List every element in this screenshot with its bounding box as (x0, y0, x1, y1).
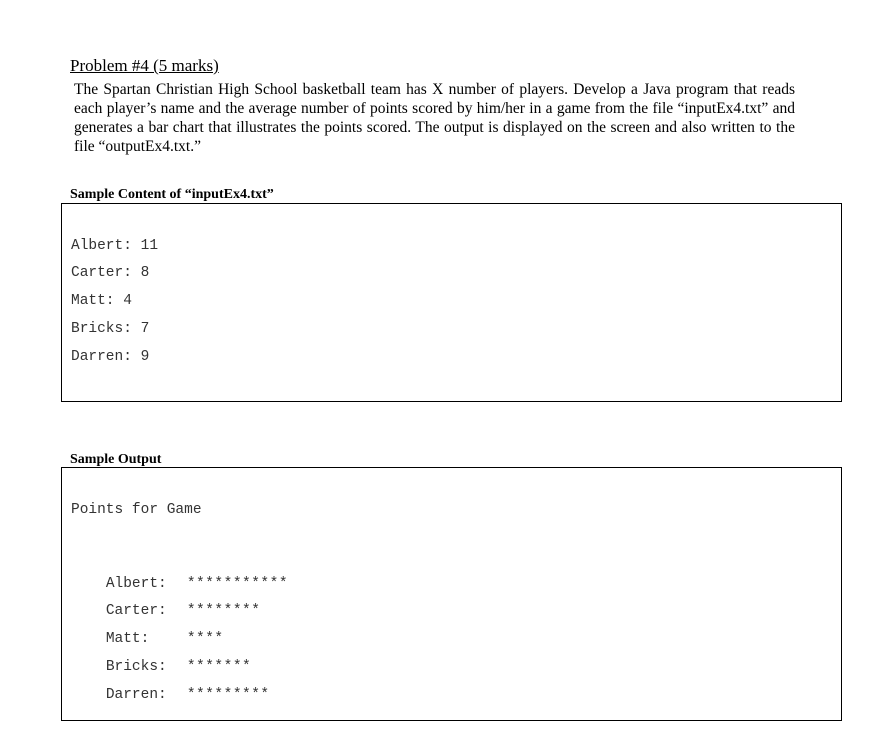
input-line: Darren: 9 (71, 349, 150, 365)
player-name: Carter: (105, 603, 167, 619)
input-line: Carter: 8 (71, 265, 150, 281)
star-bar: ******** (186, 603, 261, 619)
output-section-label: Sample Output (70, 452, 162, 467)
input-sample-box (61, 203, 842, 402)
output-sample-box (61, 467, 842, 721)
input-line: Albert: 11 (71, 238, 159, 254)
output-row (71, 668, 270, 722)
player-name: Darren: (105, 687, 167, 703)
player-name: Matt: (105, 631, 150, 647)
output-title: Points for Game (71, 502, 202, 518)
star-bar: ******* (186, 659, 252, 675)
player-name: Bricks: (105, 659, 167, 675)
input-line: Matt: 4 (71, 293, 132, 309)
player-name: Albert: (105, 576, 167, 592)
problem-heading: Problem #4 (5 marks) (70, 56, 219, 75)
star-bar: ********* (186, 687, 270, 703)
star-bar: *********** (186, 576, 289, 592)
problem-description: The Spartan Christian High School basketball team has X number of players. Develop a Java program that reads each player’s name and the average number of points scored by him/her in a game from the file “inputEx4.txt” and generates a bar chart that illustrates the points scored. The output is displayed on the screen and also written to the file “outputEx4.txt.” (74, 81, 795, 155)
input-line: Bricks: 7 (71, 321, 150, 337)
input-section-label: Sample Content of “inputEx4.txt” (70, 187, 274, 202)
star-bar: **** (186, 631, 224, 647)
